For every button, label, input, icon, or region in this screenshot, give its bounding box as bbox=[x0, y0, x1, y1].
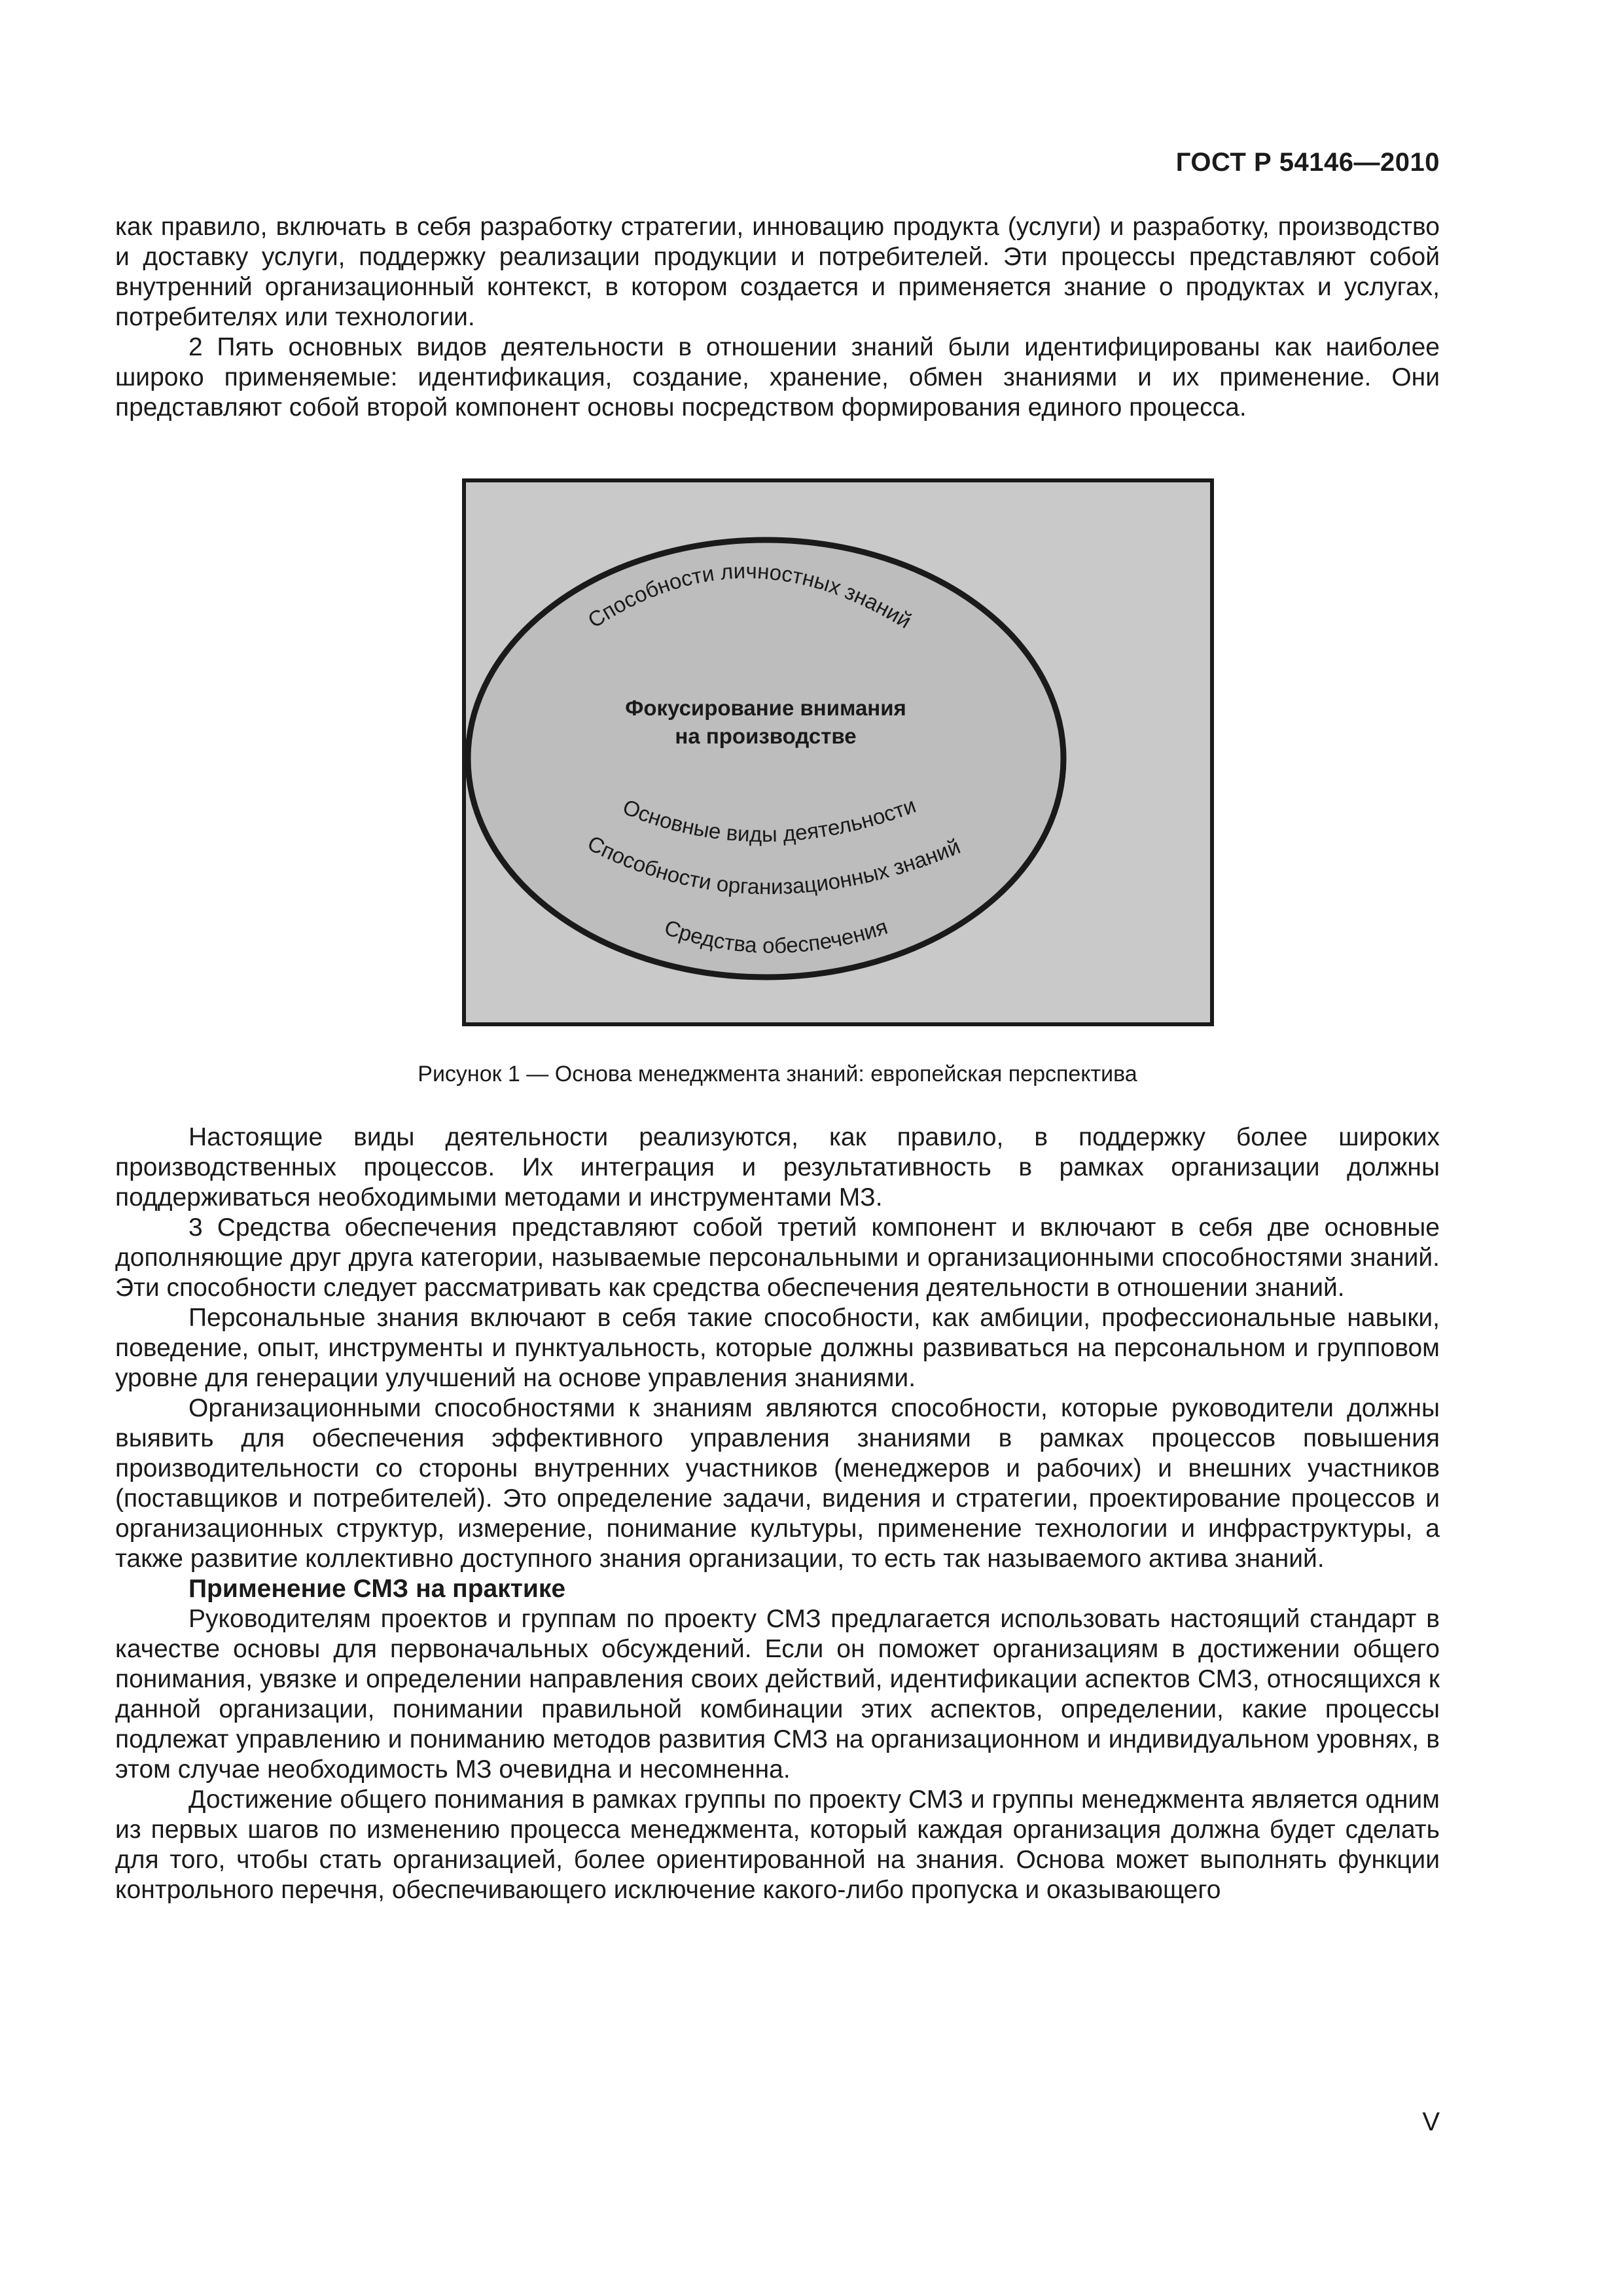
center-label-line2: на производстве bbox=[675, 724, 857, 748]
paragraph: Настоящие виды деятельности реализуются, как правило, в поддержку более широких производственных процессов. Их интеграция и результативность в рамках организации должны поддерживаться необходимыми методами и инструментами МЗ. bbox=[115, 1123, 1440, 1211]
paragraph: 2 Пять основных видов деятельности в отношении знаний были идентифицированы как наиболее широко применяемые: идентификация, создание, хранение, обмен знаниями и их применение. Они представляют собой второй компонент основы посредством формирования единого процесса. bbox=[115, 333, 1440, 422]
figure-1 bbox=[462, 478, 1214, 1026]
arc-label-organizational-capabilities: Способности организационных знаний bbox=[584, 831, 964, 899]
arc-label-enablers: Средства обеспечения bbox=[661, 914, 891, 958]
section-heading: Применение СМЗ на практике bbox=[188, 1575, 566, 1603]
arc-label-core-activities: Основные виды деятельности bbox=[619, 793, 919, 847]
center-label-line1: Фокусирование внимания bbox=[625, 696, 906, 720]
paragraph: Организационными способностями к знаниям являются способности, которые руководители должны выявить для обеспечения эффективного управления знаниями в рамках процессов повышения производительности со стороны внутренних участников (менеджеров и рабочих) и внешних участников (поставщиков и потребителей). Это определение задачи, видения и стратегии, проектирование процессов и организационных структур, измерение, понимание культуры, применение технологии и инфраструктуры, а также развитие коллективно доступного знания организации, то есть так называемого актива знаний. bbox=[115, 1394, 1440, 1573]
framework-diagram bbox=[462, 478, 1214, 1026]
page-number: V bbox=[1422, 2108, 1440, 2136]
bottom-text-block bbox=[115, 1122, 1440, 1905]
arc-label-personal-capabilities: Способности личностных знаний bbox=[583, 558, 916, 634]
document-header: ГОСТ Р 54146—2010 bbox=[1175, 148, 1440, 177]
framework-ellipse bbox=[468, 540, 1063, 977]
paragraph: Достижение общего понимания в рамках группы по проекту СМЗ и группы менеджмента является одним из первых шагов по изменению процесса менеджмента, который каждая организация должна будет сделать для того, чтобы стать организацией, более ориентированной на знания. Основа может выполнять функции контрольного перечня, обеспечивающего исключение какого-либо пропуска и оказывающего bbox=[115, 1785, 1440, 1904]
top-text-block bbox=[115, 212, 1440, 423]
paragraph: Руководителям проектов и группам по проекту СМЗ предлагается использовать настоящий стандарт в качестве основы для первоначальных обсуждений. Если он поможет организациям в достижении общего понимания, увязке и определении направления своих действий, идентификации аспектов СМЗ, относящихся к данной организации, понимании правильной комбинации этих аспектов, определении, какие процессы подлежат управлению и пониманию методов развития СМЗ на организационном и индивидуальном уровнях, в этом случае необходимость МЗ очевидна и несомненна. bbox=[115, 1605, 1440, 1784]
paragraph: 3 Средства обеспечения представляют собой третий компонент и включают в себя две основные дополняющие друг друга категории, называемые персональными и организационными способностями знаний. Эти способности следует рассматривать как средства обеспечения деятельности в отношении знаний. bbox=[115, 1213, 1440, 1302]
paragraph: как правило, включать в себя разработку стратегии, инновацию продукта (услуги) и разработку, производство и доставку услуги, поддержку реализации продукции и потребителей. Эти процессы представляют собой внутренний организационный контекст, в котором создается и применяется знание о продуктах и услугах, потребителях или технологии. bbox=[115, 213, 1440, 331]
paragraph: Персональные знания включают в себя такие способности, как амбиции, профессиональные навыки, поведение, опыт, инструменты и пунктуальность, которые должны развиваться на персональном и групповом уровне для генерации улучшений на основе управления знаниями. bbox=[115, 1304, 1440, 1392]
document-page bbox=[115, 0, 1440, 2296]
figure-caption: Рисунок 1 — Основа менеджмента знаний: европейская перспектива bbox=[418, 1062, 1137, 1086]
